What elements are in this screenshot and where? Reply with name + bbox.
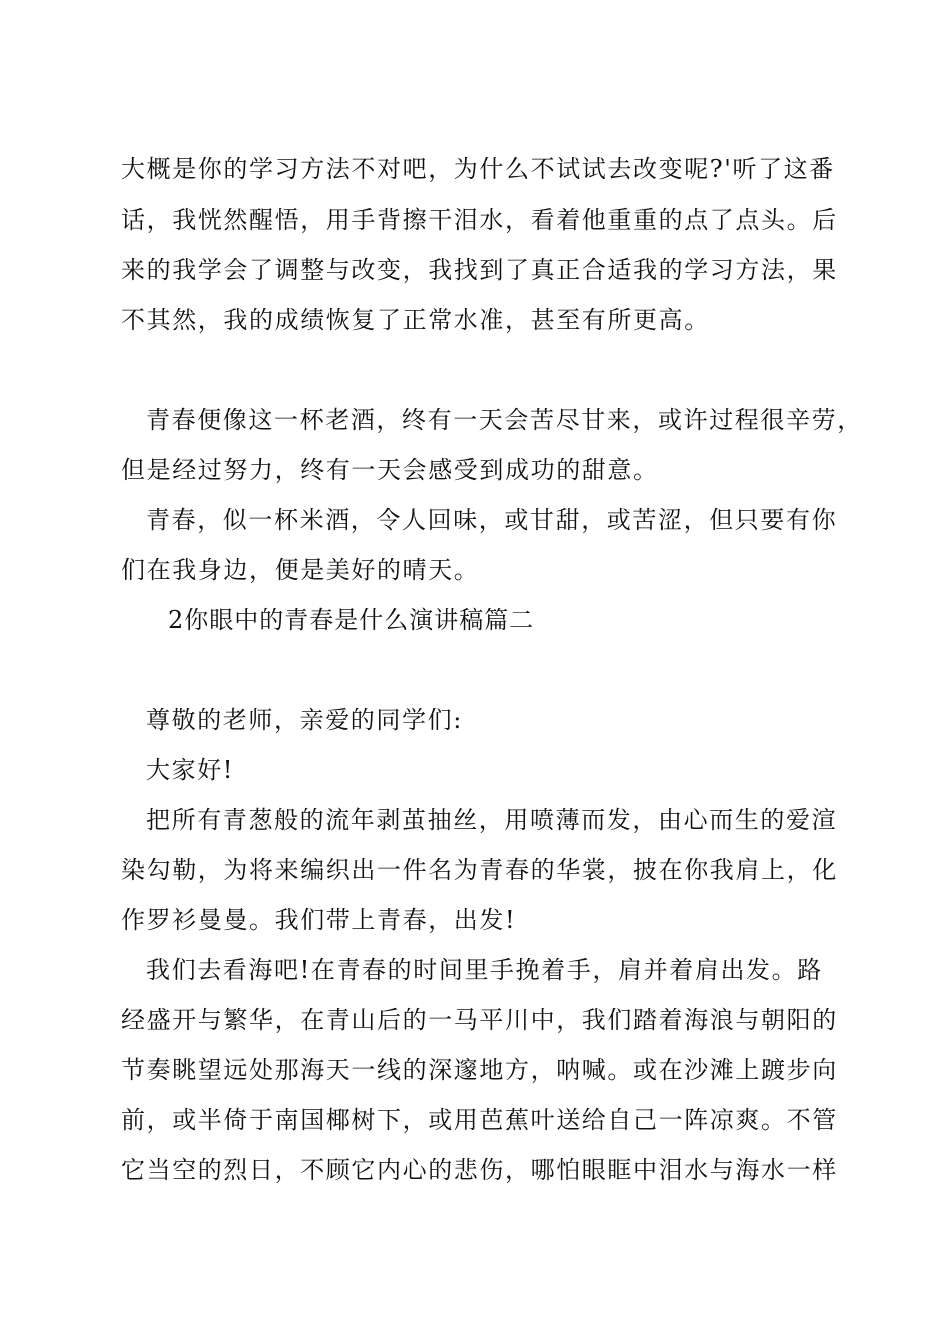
text-line: 来的我学会了调整与改变，我找到了真正合适我的学习方法，果 xyxy=(121,256,838,284)
text-line: 青春，似一杯米酒，令人回味，或甘甜，或苦涩，但只要有你 xyxy=(146,506,838,534)
text-line: 不其然，我的成绩恢复了正常水准，甚至有所更高。 xyxy=(121,306,710,334)
text-line: 但是经过努力，终有一天会感受到成功的甜意。 xyxy=(121,456,659,484)
text-line: 青春便像这一杯老酒，终有一天会苦尽甘来，或许过程很辛劳， xyxy=(146,406,863,434)
text-line: 经盛开与繁华，在青山后的一马平川中，我们踏着海浪与朝阳的 xyxy=(121,1006,838,1034)
greeting: 大家好! xyxy=(146,756,235,784)
text-line: 把所有青葱般的流年剥茧抽丝，用喷薄而发，由心而生的爱渲 xyxy=(146,806,838,834)
text-line: 话，我恍然醒悟，用手背擦干泪水，看着他重重的点了点头。后 xyxy=(121,206,838,234)
salutation: 尊敬的老师，亲爱的同学们: xyxy=(146,706,463,734)
text-line: 节奏眺望远处那海天一线的深邃地方，呐喊。或在沙滩上踱步向 xyxy=(121,1056,838,1084)
text-line: 我们去看海吧!在青春的时间里手挽着手，肩并着肩出发。路 xyxy=(146,956,823,984)
text-line: 它当空的烈日，不顾它内心的悲伤，哪怕眼眶中泪水与海水一样 xyxy=(121,1156,838,1184)
text-line: 染勾勒，为将来编织出一件名为青春的华裳，披在你我肩上，化 xyxy=(121,856,838,884)
text-line: 前，或半倚于南国椰树下，或用芭蕉叶送给自己一阵凉爽。不管 xyxy=(121,1106,838,1134)
section-heading: 2你眼中的青春是什么演讲稿篇二 xyxy=(168,606,535,634)
text-line: 作罗衫曼曼。我们带上青春，出发! xyxy=(121,906,517,934)
text-line: 大概是你的学习方法不对吧，为什么不试试去改变呢?'听了这番 xyxy=(121,155,835,183)
text-line: 们在我身边，便是美好的晴天。 xyxy=(121,556,480,584)
